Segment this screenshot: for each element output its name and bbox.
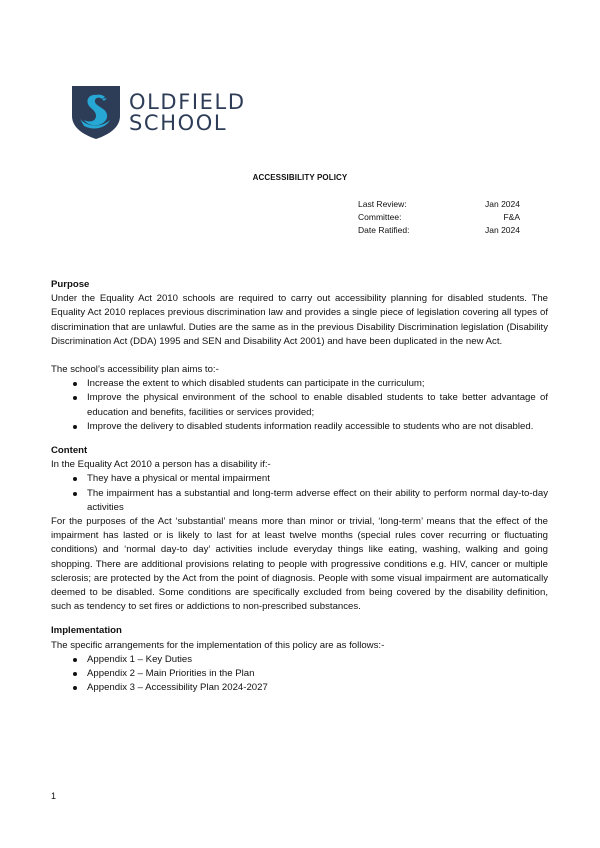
document-body [51,278,548,695]
implementation-heading: Implementation [51,625,122,637]
bullet-icon [73,477,77,481]
bullet-icon [73,425,77,429]
review-metadata [358,198,520,237]
list-item: Increase the extent to which disabled students can participate in the curriculum; [51,377,548,391]
bullet-icon [73,658,77,662]
bullet-icon [73,686,77,690]
meta-label: Last Review: [358,199,407,209]
meta-row-committee [358,211,520,224]
list-item: Appendix 3 – Accessibility Plan 2024-2027 [51,681,548,695]
school-name-line1: OLDFIELD [129,89,246,114]
disability-criteria-list [51,472,548,515]
purpose-paragraph: Under the Equality Act 2010 schools are required to carry out accessibility planning for disabled students. The Equality Act 2010 replaces previous discrimination law and provides a single piece of legislation covering all types of discrimination that are unlawful. Duties are the same as in the previous Disability Discrimination legislation (Disability Discrimination Act (DDA) 1995 and SEN and Disability Act 2001) and have been duplicated in the new Act. [51,293,548,347]
page-number: 1 [51,791,57,801]
list-item: The impairment has a substantial and long-term adverse effect on their ability to perform normal day-to-day activities [51,487,548,515]
bullet-icon [73,492,77,496]
meta-row-date-ratified [358,224,520,237]
school-name [129,89,246,135]
meta-label: Committee: [358,212,402,222]
aims-intro: The school’s accessibility plan aims to:- [51,364,219,376]
meta-row-last-review [358,198,520,211]
bullet-icon [73,672,77,676]
list-item: Appendix 1 – Key Duties [51,653,548,667]
purpose-heading: Purpose [51,279,90,290]
bullet-icon [73,382,77,386]
meta-label: Date Ratified: [358,225,410,235]
list-item: Improve the delivery to disabled students information readily accessible to students who are not disabled. [51,420,548,434]
list-item: Appendix 2 – Main Priorities in the Plan [51,667,548,681]
meta-value: Jan 2024 [485,225,520,235]
meta-value: Jan 2024 [485,199,520,209]
school-name-line2: SCHOOL [129,110,228,135]
implementation-intro: The specific arrangements for the implementation of this policy are as follows:- [51,639,385,651]
content-heading: Content [51,445,88,457]
appendix-list [51,653,548,696]
swan-crest-icon [72,86,120,139]
school-logo [72,86,246,139]
definitions-paragraph: For the purposes of the Act ‘substantial’ means more than minor or trivial, ‘long-term’ means that the effect of the impairment has lasted or is likely to last for at least twelve months (special rules cover recurring or fluctuating conditions) and ‘normal day-to day’ activities include everyday things like eating, washing, walking and going shopping. There are additional provisions relating to people with progressive conditions e.g. HIV, cancer or multiple sclerosis; are protected by the Act from the point of diagnosis. People with some visual impairment are automatically deemed to be disabled. Some conditions are specifically excluded from being covered by the disability definition, such as tendency to set fires or addictions to non-prescribed substances. [51,516,548,613]
list-item: Improve the physical environment of the school to enable disabled students to take better advantage of education and benefits, facilities or services provided; [51,391,548,419]
list-item: They have a physical or mental impairment [51,472,548,486]
document-title: ACCESSIBILITY POLICY [252,173,348,182]
meta-value: F&A [503,212,520,222]
bullet-icon [73,396,77,400]
aims-list [51,377,548,434]
disability-intro: In the Equality Act 2010 a person has a disability if:- [51,459,271,471]
